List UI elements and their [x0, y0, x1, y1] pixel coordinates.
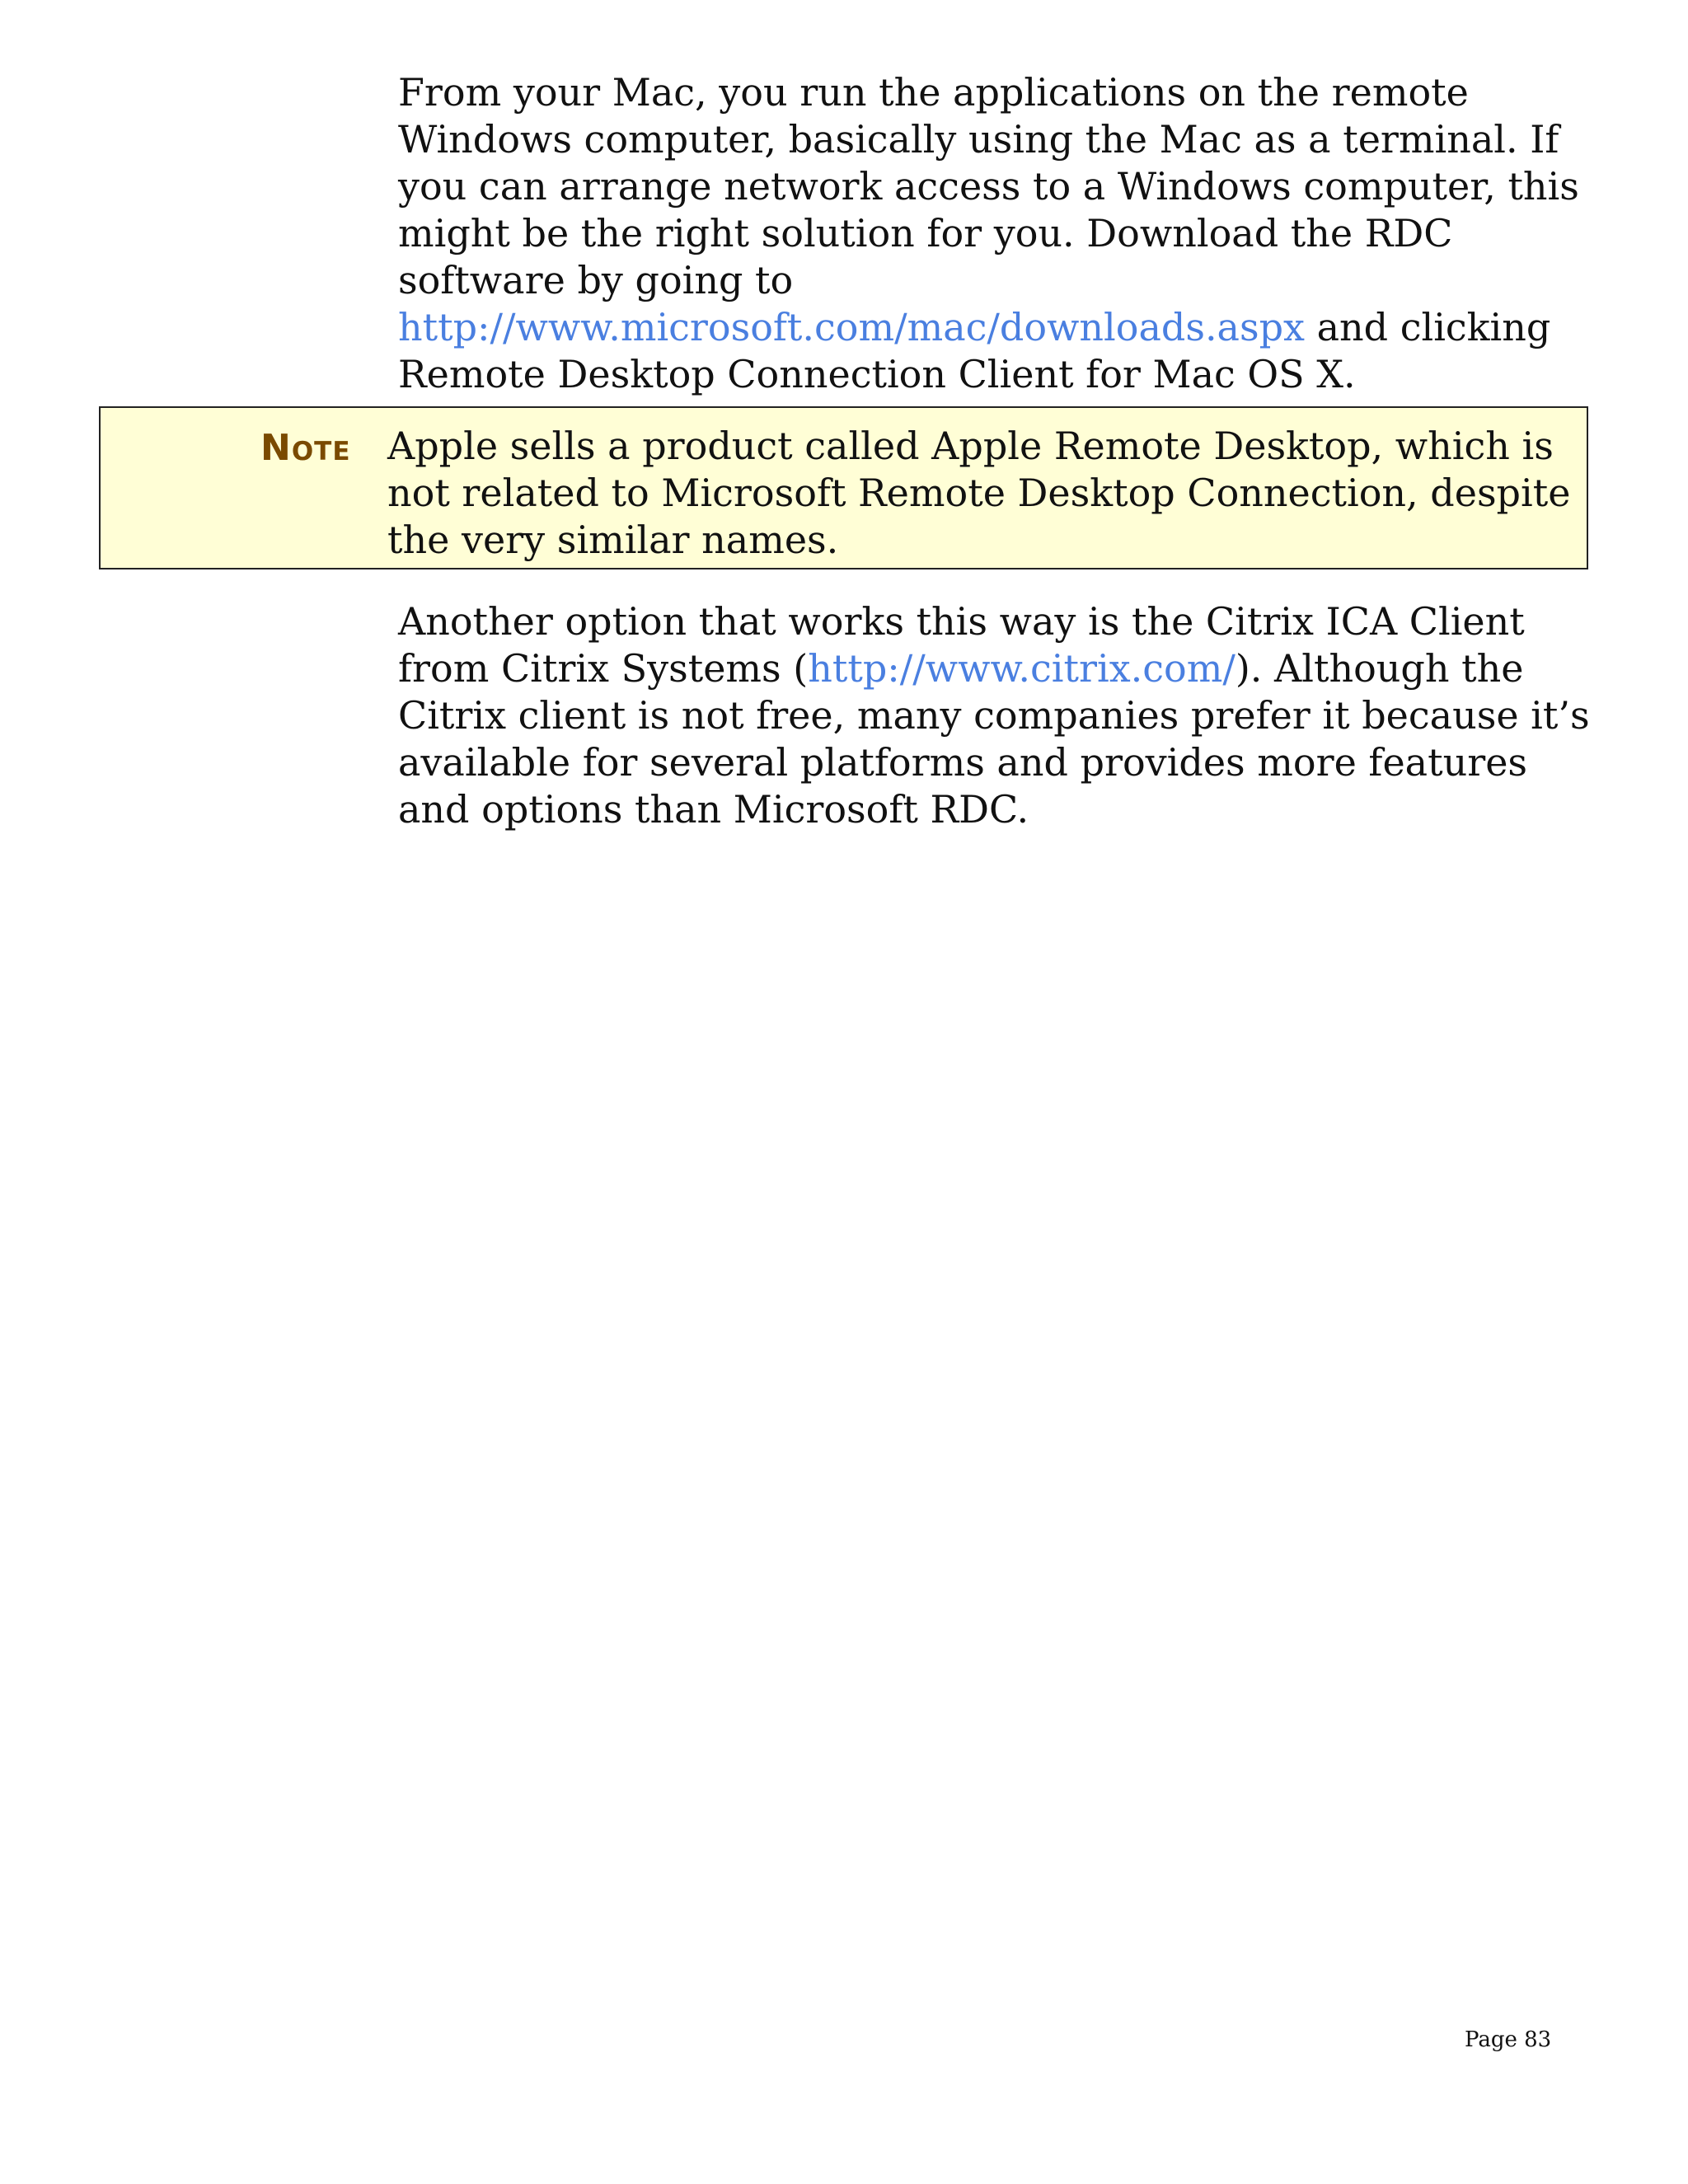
note-label: Note [260, 427, 351, 469]
microsoft-downloads-link[interactable]: http://www.microsoft.com/mac/downloads.aspx [398, 305, 1305, 349]
page-number: Page 83 [1465, 2027, 1552, 2052]
note-text: Apple sells a product called Apple Remote Desktop, which is not related to Microsoft Remote Desktop Connection, despite the very similar names. [387, 424, 1571, 562]
paragraph-text: ). Although the Citrix client is not free, many companies prefer it because it’s available for several platforms and provides more features and options than Microsoft RDC. [398, 646, 1590, 832]
paragraph-rdc [398, 69, 1601, 398]
paragraph-text: Another option that works this way is the Citrix ICA Client from Citrix Systems ( [398, 599, 1525, 691]
note-box [99, 406, 1588, 569]
paragraph-text: From your Mac, you run the applications on the remote Windows computer, basically using the Mac as a terminal. If you can arrange network access to a Windows computer, this might be the right solution for you. Download the RDC software by going to [398, 70, 1579, 302]
citrix-link[interactable]: http://www.citrix.com/ [808, 646, 1236, 691]
paragraph-text: and clicking Remote Desktop Connection Client for Mac OS X. [398, 305, 1551, 396]
paragraph-citrix [398, 598, 1610, 833]
